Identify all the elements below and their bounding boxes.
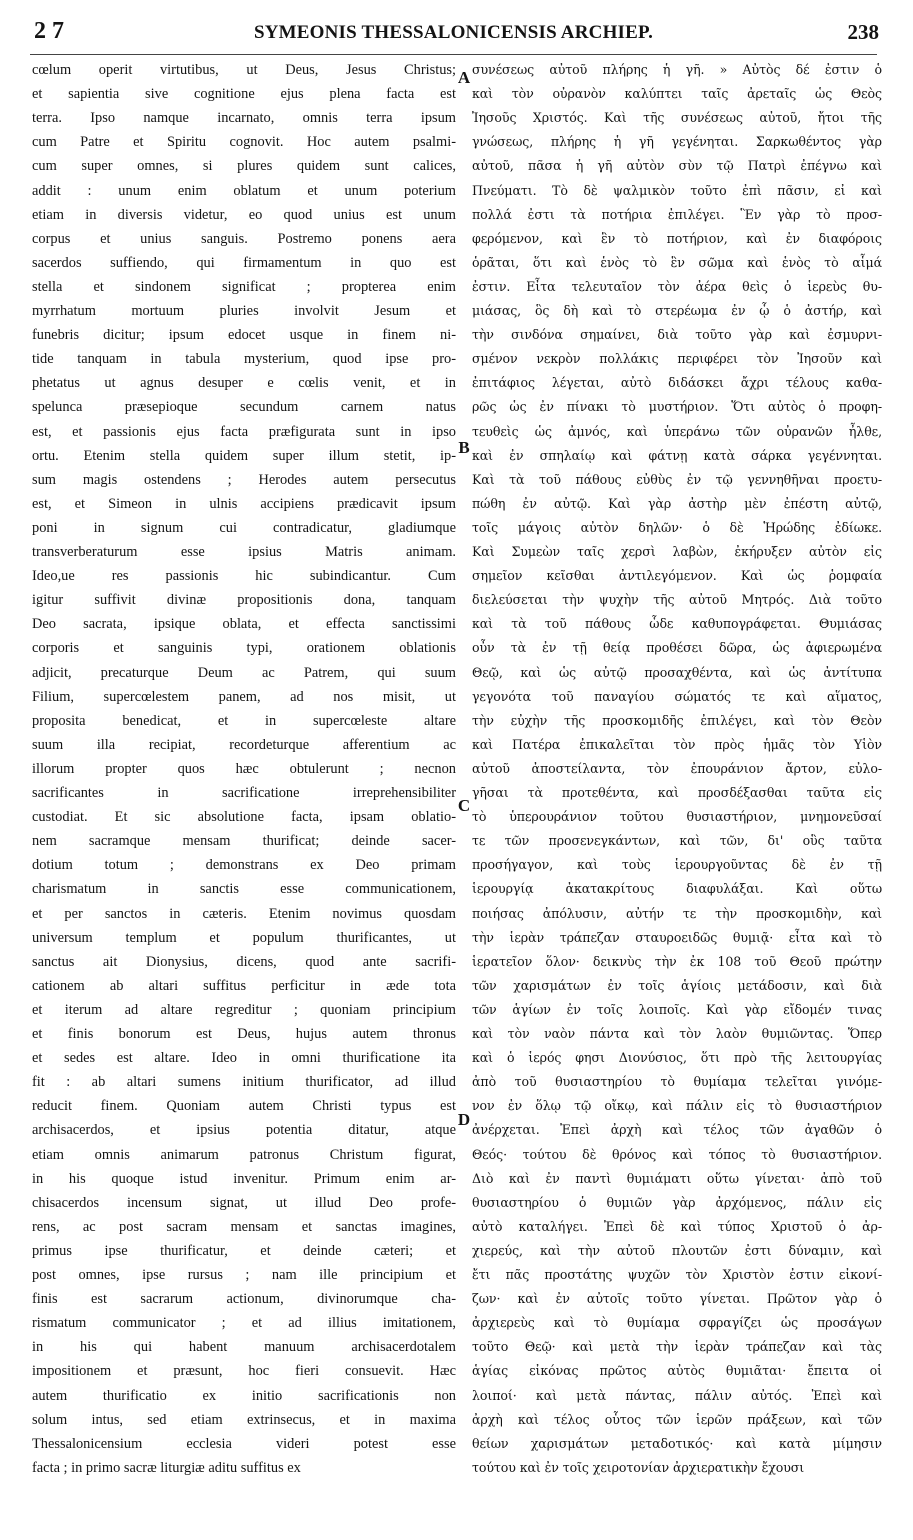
greek-text-line: Θεῷ, καὶ ὡς αὐτῷ προσαχθέντα, καὶ ὡς ἀντίτυπα	[472, 664, 882, 680]
latin-text-line: phetatus ut agnus desuper e cœlis venit, et in	[32, 375, 456, 392]
greek-text-line: τούτου καὶ ἐν τοῖς χειροτονίαν ἀρχιερατικὴν ἔχουσι	[472, 1459, 805, 1475]
latin-text-line: archisacerdos, et ipsius potentia ditatur, atque	[32, 1122, 456, 1139]
latin-text-line: etiam omnis animarum patronus Christum figurat,	[32, 1146, 456, 1163]
greek-text-line: ὁρᾶται, ὅτι καὶ ἑνὸς τὸ ἓν σῶμα καὶ ἑνὸς τὸ αἷμά	[472, 254, 882, 270]
greek-text-line: τοῖς μάγοις αὐτὸν δηλῶν· ὁ δὲ Ἡρώδης ἐδίωκε.	[472, 519, 882, 535]
greek-text-line: ἀνέρχεται. Ἐπεὶ ἀρχὴ καὶ τέλος τῶν ἀγαθῶν ὁ	[472, 1122, 882, 1138]
greek-text-line: διελεύσεται τὴν ψυχὴν τῆς αὐτοῦ Μητρός. Διὰ τοῦτο	[472, 592, 882, 608]
greek-text-line: ἔτι πᾶς προστάτης ψυχῶν τὸν Χριστὸν ἐστιν εἰκονί-	[472, 1267, 882, 1282]
latin-text-line: spelunca præsepioque secundum carnem natus	[32, 399, 456, 416]
running-title: SYMEONIS THESSALONICENSIS ARCHIEP.	[253, 22, 654, 43]
latin-text-line: addit : unum enim oblatum et unum poterium	[32, 182, 456, 199]
latin-text-line: poni in signum cui contradicatur, gladiumque	[32, 519, 456, 536]
latin-text-line: cum super omnes, si plures quidem sunt calices,	[32, 158, 456, 175]
latin-text-line: et sapientia sive cognitione ejus plena facta est	[32, 86, 456, 103]
latin-text-line: cationem ab altari suffitus perficitur in æde tota	[32, 977, 456, 994]
greek-text-line: αὐτὸ καταλήγει. Ἐπεὶ δὲ καὶ τύπος Χριστοῦ ὁ ἀρ-	[472, 1218, 882, 1234]
latin-text-line: stella et sindonem significat ; propterea enim	[32, 278, 456, 295]
latin-text-line: primus ipse thurificatur, et deinde cæteri; et	[32, 1242, 456, 1259]
latin-text-line: corporis et sanguinis typi, orationem oblationis	[32, 640, 456, 657]
latin-text-line: igitur suffivit divinæ propositionis dona, tanquam	[32, 592, 456, 609]
greek-text-line: λοιποί· καὶ μετὰ πάντας, πάλιν αὐτός. Ἐπεὶ καὶ	[472, 1387, 882, 1403]
latin-text-line: et iterum ad altare regreditur ; quoniam principium	[32, 1001, 456, 1018]
latin-text-line: et finis bonorum est Deus, hujus autem thronus	[32, 1026, 456, 1042]
greek-text-line: ζων· καὶ ἐν αὐτοῖς τοῦτο γίνεται. Πρῶτον γὰρ ὁ	[472, 1291, 882, 1307]
latin-text-line: chisacerdos incensum signat, ut illud Deo profe-	[32, 1194, 456, 1211]
greek-text-line: ποιήσας ἀπόλυσιν, αὐτήν τε τὴν προσκομιδὴν, καὶ	[472, 905, 882, 921]
greek-text-line: τὴν εὐχὴν τῆς προσκομιδῆς ἐπιλέγει, καὶ τὸν Θεὸν	[472, 712, 882, 728]
column-number-right: 238	[847, 20, 879, 44]
greek-text-line: τε τῶν προσενεγκάντων, καὶ τῶν, δι' οὓς ταῦτα	[472, 833, 882, 849]
latin-text-line: illorum propter quos hæc obtulerunt ; necnon	[32, 760, 456, 777]
greek-text-line: νον ἐν ὅλῳ τῷ οἴκῳ, καὶ πάλιν εἰς τὸ θυσιαστήριον	[472, 1098, 882, 1114]
greek-text-line: προσήγαγον, καὶ τοὺς ἱερουργοῦντας δὲ ἐν τῇ	[472, 857, 882, 873]
latin-text-line: in his quoque istud invenitur. Primum enim ar-	[32, 1170, 456, 1187]
greek-text-line: μιάσας, ὃς δὴ καὶ τὸ στερέωμα ἐν ᾧ ὁ ἀστήρ, καὶ	[472, 303, 882, 318]
greek-text-line: πώθη ἐν αὐτῷ. Καὶ γὰρ ἀστὴρ μὲν ἐπέστη αὐτῷ,	[472, 495, 882, 511]
greek-text-line: τὴν σινδόνα σημαίνει, διὰ τοῦτο γὰρ καὶ ἐσμυρνι-	[472, 327, 882, 343]
greek-text-line: τὴν ἱερὰν τράπεζαν σταυροειδῶς θυμιᾷ· εἶτα καὶ τὸ	[472, 929, 882, 945]
latin-text-line: sacerdos suffiendo, qui firmamentum in quo est	[32, 254, 456, 271]
greek-text-line: καὶ τὰ τοῦ πάθους ὧδε καθυπογράφεται. Θυμιάσας	[472, 616, 882, 632]
greek-text-line: ἁγίας εἰκόνας πρῶτος αὐτὸς θυμιᾶται· ἔπειτα οἱ	[472, 1363, 882, 1379]
greek-text-line: σμένον νεκρὸν πολλάκις περιφέρει τὸν Ἰησοῦν καὶ	[472, 351, 882, 367]
greek-text-line: θείων χαρισμάτων μεταδοτικός· καὶ κατὰ μίμησιν	[472, 1435, 882, 1451]
latin-text-line: Thessalonicensium ecclesia videri potest esse	[32, 1435, 456, 1452]
latin-text-line: terra. Ipso namque incarnato, omnis terra ipsum	[32, 110, 456, 127]
margin-marker-d: D	[457, 1110, 471, 1129]
latin-text-line: funebris dicitur; ipsum edocet usque in finem ni-	[32, 327, 456, 344]
greek-text-line: γῆσαι τὰ προτεθέντα, καὶ προσδέξασθαι ταῦτα εἰς	[472, 785, 882, 800]
latin-text-line: transverberaturum esse ipsius Matris animam.	[32, 544, 456, 560]
greek-text-line: τῶν ἁγίων ἐν τοῖς λοιποῖς. Καὶ γὰρ εἴδομέν τινας	[472, 1001, 882, 1017]
latin-text-line: in his qui habent manuum archisacerdotalem	[32, 1339, 456, 1356]
latin-text-line: solum intus, sed etiam extrinsecus, et in maxima	[32, 1411, 456, 1428]
greek-text-line: ἀρχὴ καὶ τέλος οὗτος τῶν ἱερῶν πράξεων, καὶ τῶν	[472, 1411, 882, 1427]
latin-text-line: suum illa recipiat, recordeturque afferentium ac	[32, 736, 456, 753]
latin-text-line: est, et passionis ejus facta præfigurata sunt in ipso	[32, 423, 456, 440]
latin-text-line: adjicit, precaturque Deum ac Patrem, qui suum	[32, 664, 456, 681]
latin-text-line: est, et Simeon in ulnis accipiens prædicavit ipsum	[32, 495, 456, 512]
latin-text-line: proposita benedicat, et in supercœleste altare	[32, 712, 456, 729]
latin-text-line: autem thurificatio ex initio sacrificationis non	[32, 1387, 456, 1404]
greek-text-line: τῶν χαρισμάτων ἐν τοῖς ἁγίοις μετάδοσιν, καὶ διὰ	[472, 977, 882, 993]
latin-text-line: etiam in diversis videtur, eo quod unius est unum	[32, 206, 456, 223]
margin-marker-c: C	[457, 796, 471, 815]
latin-text-line: corpus et unius sanguis. Postremo ponens aera	[32, 230, 456, 247]
page-header	[28, 16, 879, 50]
greek-text-line: τὸ ὑπερουράνιον τοῦτου θυσιαστήριον, μνημονεῦσαί	[472, 809, 882, 825]
greek-text-line: Διὸ καὶ ἐν παντὶ θυμιάματι οὕτω γίνεται· ἀπὸ τοῦ	[472, 1170, 882, 1186]
greek-text-line: Ἰησοῦς Χριστός. Καὶ τῆς συνέσεως αὐτοῦ, ἤτοι τῆς	[472, 110, 882, 126]
latin-text-line: reducit finem. Quoniam autem Christi typus est	[32, 1098, 456, 1115]
greek-text-line: καὶ ὁ ἱερός φησι Διονύσιος, ὅτι πρὸ τῆς λειτουργίας	[472, 1050, 882, 1066]
greek-text-line: γνώσεως, πλήρης ἡ γῆ γεγένηται. Σαρκωθέντος γὰρ	[472, 134, 882, 150]
latin-text-line: rens, ac post sacram mensam et sanctas imagines,	[32, 1218, 456, 1235]
greek-text-line: καὶ τὸν ναὸν πάντα καὶ τὸν λαὸν θυμιῶντας. Ὅπερ	[472, 1026, 882, 1041]
greek-text-line: θυσιαστηρίου ὁ θυμιῶν γὰρ ἀρχόμενος, πάλιν εἰς	[472, 1194, 882, 1210]
greek-text-line: τευθεὶς ὡς ἀμνός, καὶ ὑπεράνω τῶν οὐρανῶν ἦλθε,	[472, 423, 882, 439]
greek-text-line: αὐτοῦ ἀποστείλαντα, τὸν ἐπουράνιον ἄρτον, εὐλο-	[472, 760, 882, 776]
latin-text-line: finis est sacrarum actionum, divinorumque cha-	[32, 1291, 456, 1308]
latin-text-line: Ideo,ue res passionis hic subindicantur. Cum	[32, 568, 456, 585]
greek-text-line: Θεός· τούτου δὲ θρόνος καὶ τόπος τὸ θυσιαστήριον.	[472, 1146, 882, 1162]
greek-text-line: καὶ ἐν σπηλαίῳ καὶ φάτνῃ κατὰ σάρκα γεγέννηται.	[472, 447, 882, 463]
latin-text-line: tide tanquam in tabula mysterium, quod ipse pro-	[32, 351, 456, 368]
greek-text-line: ἐπιτάφιος λέγεται, αὐτὸ διδάσκει ἄχρι τέλους καθα-	[472, 375, 882, 391]
greek-text-line: Πνεύματι. Τὸ δὲ ψαλμικὸν τοῦτο ἐπὶ πᾶσιν, εἰ καὶ	[472, 182, 882, 198]
latin-text-line: myrrhatum mortuum pluries involvit Jesum et	[32, 303, 456, 319]
latin-text-line: post omnes, ipse rursus ; nam ille principium et	[32, 1267, 456, 1283]
latin-text-line: impositionem et præsunt, hoc fieri consuevit. Hæc	[32, 1363, 456, 1380]
latin-text-line: sum magis ostendens ; Herodes autem persecutus	[32, 471, 456, 488]
latin-text-line: ortu. Etenim stella quidem super illum stetit, ip-	[32, 447, 456, 464]
greek-text-line: ἐστιν. Εἶτα τελευταῖον τὸν ἀέρα θεὶς ὁ ἱερεὺς θυ-	[472, 278, 882, 294]
greek-text-line: αὐτοῦ, πᾶσα ἡ γῆ αὐτὸν σὺν τῷ Πατρὶ ἐπέγνω καὶ	[472, 158, 882, 174]
latin-text-line: Filium, supercœlestem panem, ad nos misit, ut	[32, 688, 456, 705]
latin-text-line: Deo sacrata, ipsique oblata, et effecta sanctissimi	[32, 616, 456, 633]
margin-marker-a: A	[457, 68, 471, 87]
margin-marker-b: B	[458, 438, 470, 457]
header-rule	[30, 54, 877, 55]
greek-text-line: ἱερατεῖον ὅλον· δεικνὺς τὴν ἐκ 108 τοῦ Θεοῦ πρώτην	[472, 953, 882, 969]
greek-text-line: καὶ τὸν οὐρανὸν καλύπτει ταῖς ἀρεταῖς ὡς Θεὸς	[472, 86, 882, 102]
latin-text-line: rismatum communicator ; et ad illius imitationem,	[32, 1315, 456, 1332]
greek-text-line: καὶ Πατέρα ἐπικαλεῖται τὸν πρὸς ἡμᾶς τὸν Υἱὸν	[472, 736, 882, 752]
latin-text-line: nem sacramque mensam thurificat; deinde sacer-	[32, 833, 456, 850]
latin-text-line: sanctus ait Dionysius, dicens, quod ante sacrifi-	[32, 953, 456, 970]
latin-text-line: cum Patre et Spiritu cognovit. Hoc autem psalmi-	[32, 134, 456, 151]
greek-text-line: γεγονότα τοῦ παναγίου σώματός τε καὶ αἵματος,	[472, 688, 882, 704]
latin-text-line: dotium totum ; demonstrans ex Deo primam	[32, 857, 456, 874]
latin-text-line: universum templum et populum thurificantes, ut	[32, 929, 456, 946]
greek-text-line: φερόμενον, καὶ ἓν τὸ ποτήριον, καὶ ἐν διαφόροις	[472, 230, 882, 246]
greek-text-line: Καὶ Συμεὼν ταῖς χερσὶ λαβὼν, ἐκήρυξεν αὐτὸν εἰς	[472, 544, 882, 559]
greek-text-line: σημεῖον κεῖσθαι ἀντιλεγόμενον. Καὶ ὡς ῥομφαία	[472, 568, 882, 584]
latin-text-line: et sedes est altare. Ideo in omni thurificatione ita	[32, 1050, 456, 1067]
greek-text-line: Καὶ τὰ τοῦ πάθους εὐθὺς ἐν τῷ γεννηθῆναι προετυ-	[472, 471, 882, 487]
latin-text-line: facta ; in primo sacræ liturgiæ aditu suffitus ex	[32, 1459, 301, 1476]
greek-text-line: ρῶς ὡς ἐν πίνακι τὸ μυστήριον. Ὅτι αὐτὸς ὁ προφη-	[472, 399, 882, 415]
greek-text-line: ἱερουργίᾳ ἀκατακρίτους διαφυλάξαι. Καὶ οὕτω	[472, 881, 882, 897]
greek-text-line: οὖν τὰ ἐν τῇ θείᾳ προθέσει δῶρα, ὡς ἀφιερωμένα	[472, 640, 882, 656]
latin-text-line: sacrificantes in sacrificatione irreprehensibiliter	[32, 785, 456, 801]
greek-text-line: χιερεύς, καὶ τὴν αὐτοῦ πλουτῶν ἐστι δύναμιν, καὶ	[472, 1242, 882, 1258]
latin-text-line: charismatum in sanctis esse communicationem,	[32, 881, 456, 898]
latin-text-line: custodiat. Et sic absolutione facta, ipsam oblatio-	[32, 809, 456, 826]
greek-text-line: συνέσεως αὐτοῦ πλήρης ἡ γῆ. » Αὐτὸς δέ ἐστιν ὁ	[472, 62, 882, 77]
latin-text-line: fit : ab altari sumens initium thurificator, ad illud	[32, 1074, 456, 1091]
greek-text-line: πολλά ἐστι τὰ ποτήρια ἐπιλέγει. Ἓν γὰρ τὸ προσ-	[472, 206, 882, 222]
greek-text-line: ἀπὸ τοῦ θυσιαστηρίου τὸ θυμίαμα τελεῖται γινόμε-	[472, 1074, 882, 1090]
latin-text-line: cœlum operit virtutibus, ut Deus, Jesus Christus;	[32, 62, 456, 78]
column-number-left: 2 7	[34, 18, 64, 44]
greek-text-line: τοῦτο Θεῷ· καὶ μετὰ τὴν ἱερὰν τράπεζαν καὶ τὰς	[472, 1339, 882, 1355]
latin-text-line: et per sanctos in cæteris. Etenim novimus quosdam	[32, 905, 456, 922]
greek-text-line: ἀρχιερεὺς καὶ τὸ θυμίαμα σφραγίζει ὡς προσάγων	[472, 1315, 882, 1331]
